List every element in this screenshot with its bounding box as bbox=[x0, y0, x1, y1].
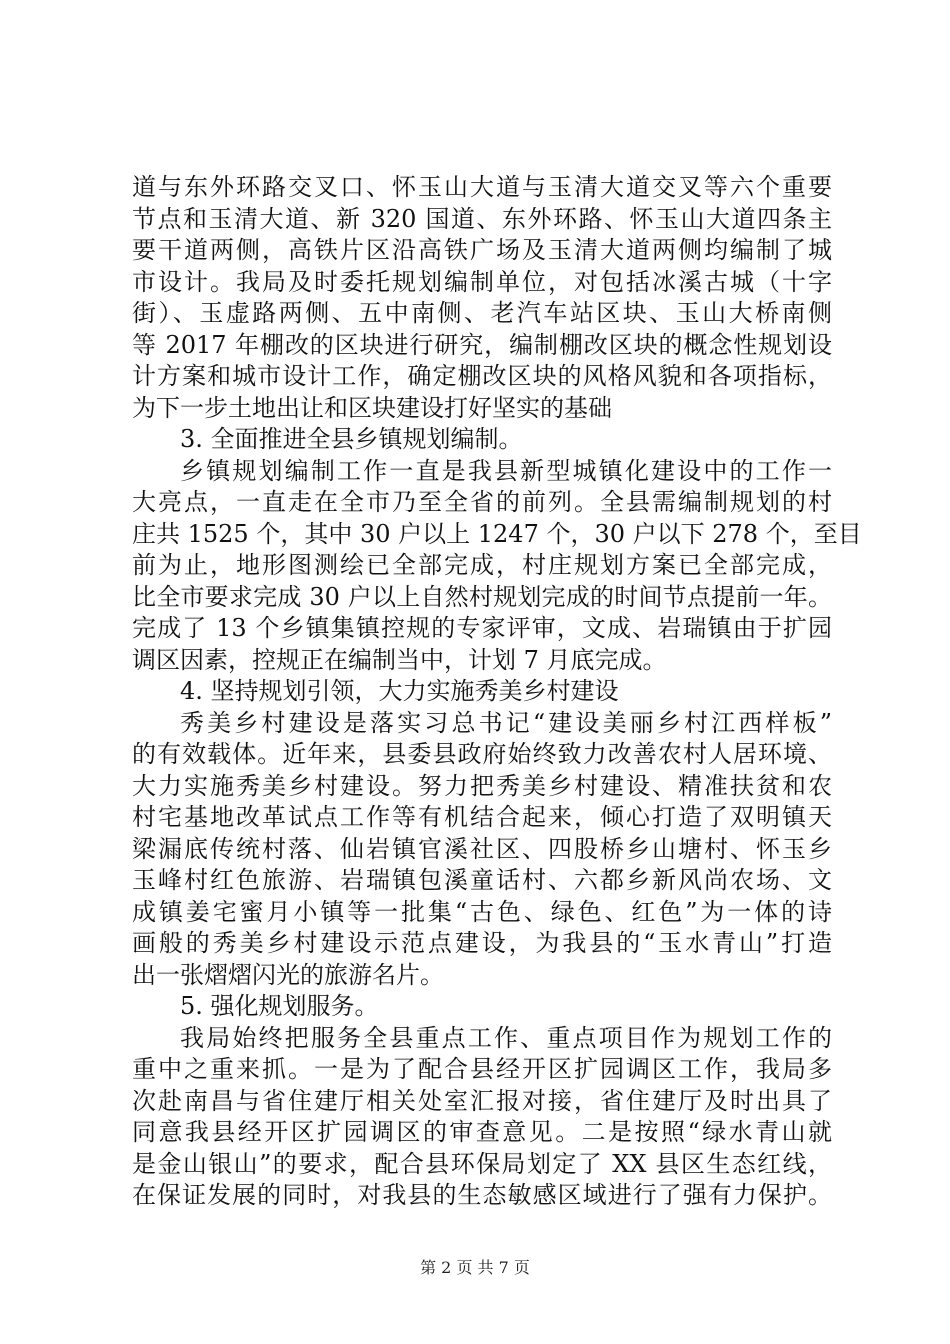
text-line: 为下一步土地出让和区块建设打好坚实的基础 bbox=[132, 393, 612, 422]
text-line: 要干道两侧，高铁片区沿高铁广场及玉清大道两侧均编制了城 bbox=[132, 236, 832, 264]
section-heading: 4. 坚持规划引领，大力实施秀美乡村建设 bbox=[180, 677, 619, 705]
text-line: 在保证发展的同时，对我县的生态敏感区域进行了强有力保护。 bbox=[132, 1181, 832, 1209]
text-line: 是金山银山”的要求，配合县环保局划定了 XX 县区生态红线， bbox=[132, 1149, 832, 1178]
text-line: 画般的秀美乡村建设示范点建设，为我县的“玉水青山”打造 bbox=[132, 929, 832, 957]
text-line: 计方案和城市设计工作，确定棚改区块的风格风貌和各项指标， bbox=[132, 362, 832, 390]
text-line: 我局始终把服务全县重点工作、重点项目作为规划工作的 bbox=[180, 1023, 832, 1052]
text-line: 村宅基地改革试点工作等有机结合起来，倾心打造了双明镇天 bbox=[132, 803, 832, 831]
page-number-footer: 第 2 页 共 7 页 bbox=[420, 1258, 530, 1277]
text-line: 次赴南昌与省住建厅相关处室汇报对接，省住建厅及时出具了 bbox=[132, 1086, 832, 1115]
text-line: 重中之重来抓。一是为了配合县经开区扩园调区工作，我局多 bbox=[132, 1055, 832, 1083]
section-heading: 5. 强化规划服务。 bbox=[180, 992, 379, 1020]
text-line: 成镇姜宅蜜月小镇等一批集“古色、绿色、红色”为一体的诗 bbox=[132, 897, 832, 926]
document-body bbox=[132, 172, 862, 1212]
text-line: 同意我县经开区扩园调区的审查意见。二是按照“绿水青山就 bbox=[132, 1118, 832, 1146]
text-line: 庄共 1525 个，其中 30 户以上 1247 个，30 户以下 278 个，至目 bbox=[132, 519, 862, 548]
text-line: 调区因素，控规正在编制当中，计划 7 月底完成。 bbox=[132, 645, 667, 674]
section-heading: 3. 全面推进全县乡镇规划编制。 bbox=[180, 425, 523, 453]
text-line: 出一张熠熠闪光的旅游名片。 bbox=[132, 960, 444, 989]
text-line: 节点和玉清大道、新 320 国道、东外环路、怀玉山大道四条主 bbox=[132, 204, 832, 233]
text-line: 前为止，地形图测绘已全部完成，村庄规划方案已全部完成， bbox=[132, 551, 832, 579]
text-line: 市设计。我局及时委托规划编制单位，对包括冰溪古城（十字 bbox=[132, 267, 832, 296]
text-line: 乡镇规划编制工作一直是我县新型城镇化建设中的工作一 bbox=[180, 456, 832, 485]
text-line: 秀美乡村建设是落实习总书记“建设美丽乡村江西样板” bbox=[180, 708, 832, 737]
text-line: 完成了 13 个乡镇集镇控规的专家评审，文成、岩瑞镇由于扩园 bbox=[132, 614, 832, 642]
text-line: 等 2017 年棚改的区块进行研究，编制棚改区块的概念性规划设 bbox=[132, 330, 832, 359]
text-line: 比全市要求完成 30 户以上自然村规划完成的时间节点提前一年。 bbox=[132, 582, 832, 611]
text-line: 街）、玉虚路两侧、五中南侧、老汽车站区块、玉山大桥南侧 bbox=[132, 299, 832, 327]
text-line: 的有效载体。近年来，县委县政府始终致力改善农村人居环境、 bbox=[132, 740, 832, 768]
text-line: 梁漏底传统村落、仙岩镇官溪社区、四股桥乡山塘村、怀玉乡 bbox=[132, 834, 832, 863]
text-line: 道与东外环路交叉口、怀玉山大道与玉清大道交叉等六个重要 bbox=[132, 173, 832, 201]
text-line: 大力实施秀美乡村建设。努力把秀美乡村建设、精准扶贫和农 bbox=[132, 771, 832, 800]
text-line: 大亮点，一直走在全市乃至全省的前列。全县需编制规划的村 bbox=[132, 488, 832, 516]
text-line: 玉峰村红色旅游、岩瑞镇包溪童话村、六都乡新风尚农场、文 bbox=[132, 866, 832, 894]
